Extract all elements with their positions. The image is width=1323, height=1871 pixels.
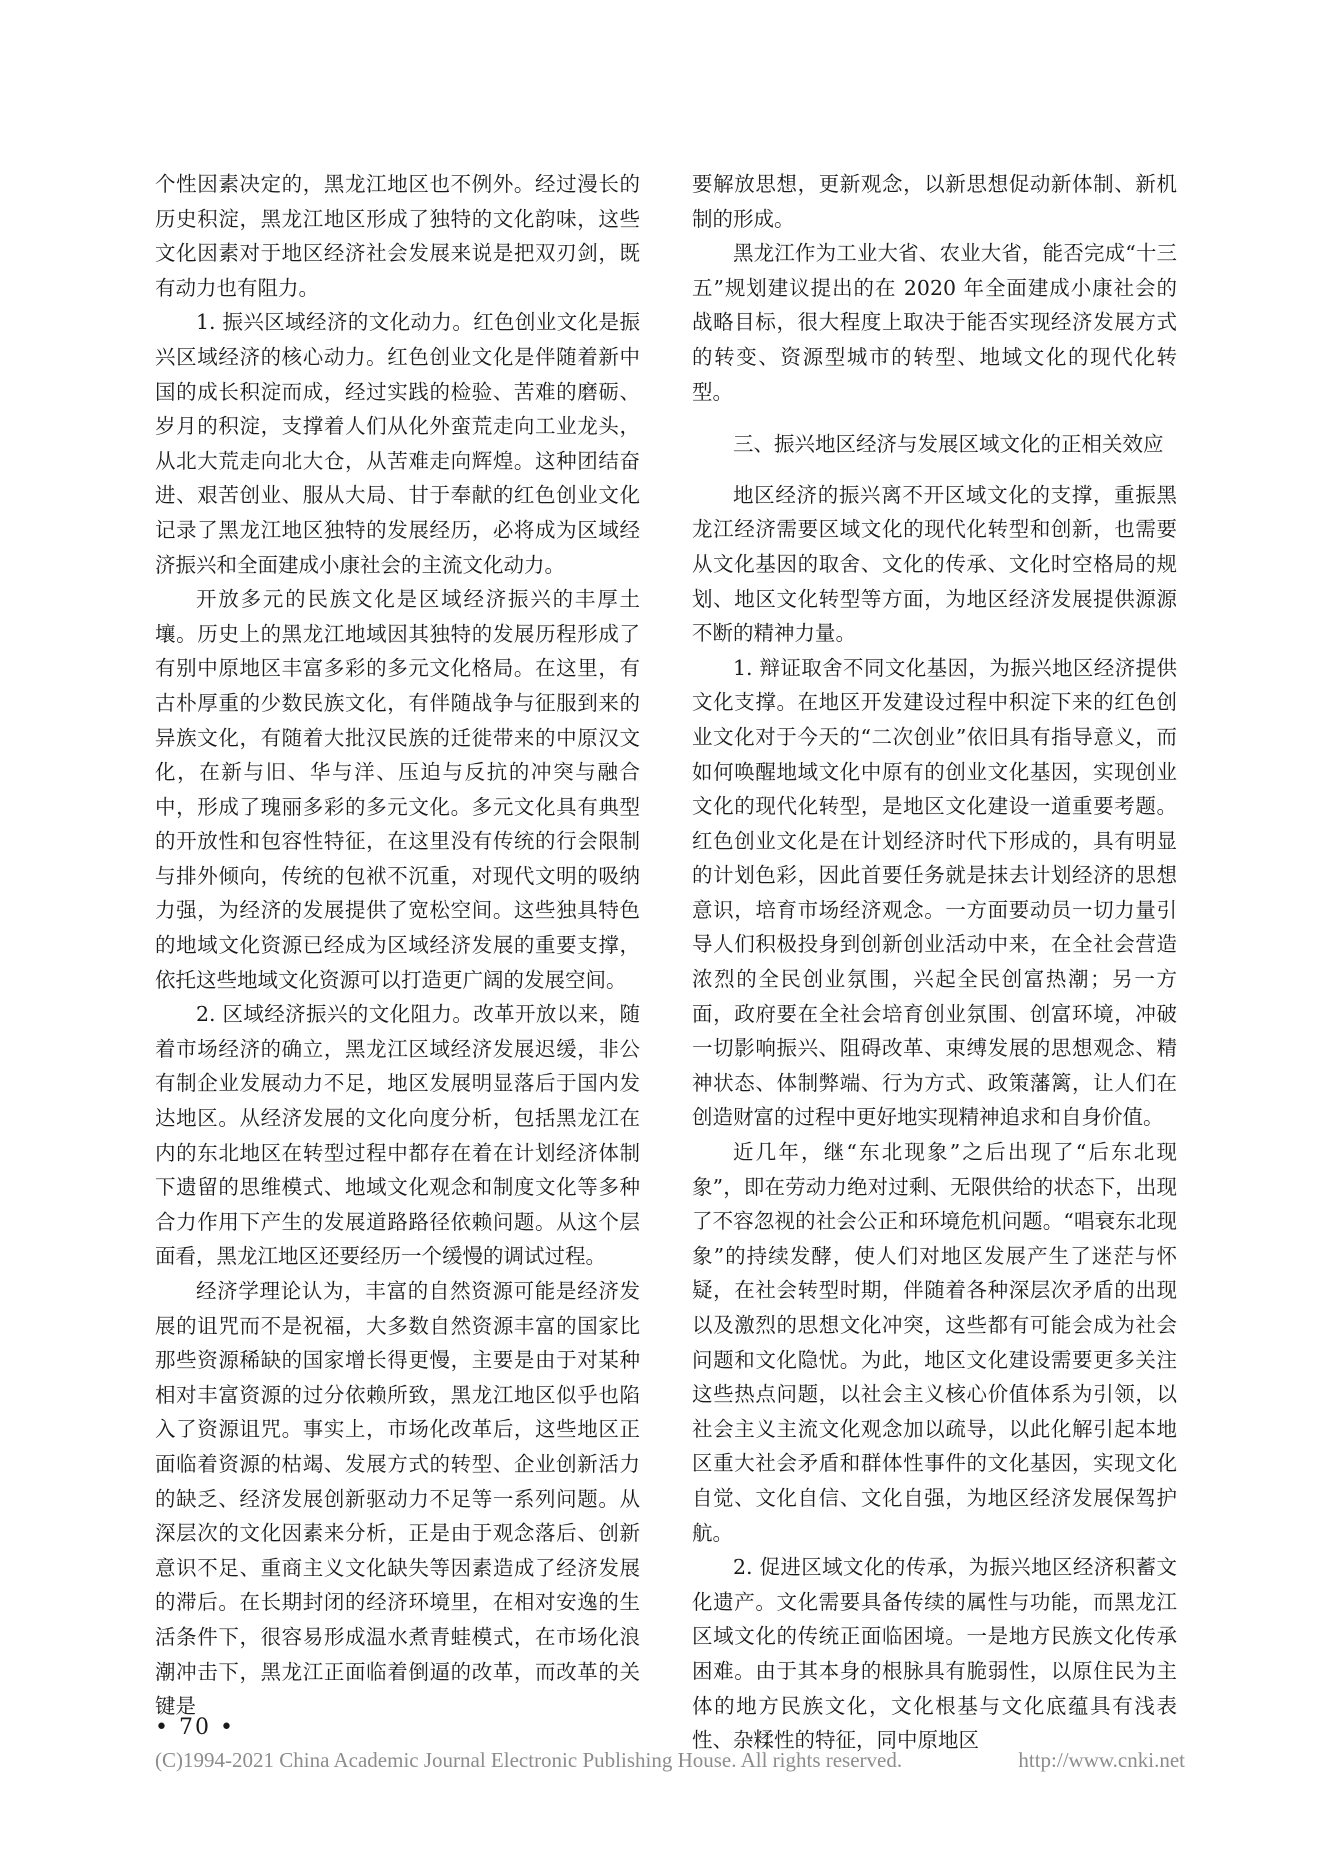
paragraph: 地区经济的振兴离不开区域文化的支撑，重振黑龙江经济需要区域文化的现代化转型和创新，也需要从文化基因的取舍、文化的传承、文化时空格局的规划、地区文化转型等方面，为地区经济发展提供源源不断的精神力量。 <box>692 482 1177 646</box>
right-column <box>692 167 1177 1758</box>
paragraph: 个性因素决定的，黑龙江地区也不例外。经过漫长的历史积淀，黑龙江地区形成了独特的文化韵味，这些文化因素对于地区经济社会发展来说是把双刃剑，既有动力也有阻力。 <box>155 172 640 300</box>
paragraph: 近几年，继“东北现象”之后出现了“后东北现象”，即在劳动力绝对过剩、无限供给的状态下，出现了不容忽视的社会公正和环境危机问题。“唱衰东北现象”的持续发酵，使人们对地区发展产生了迷茫与怀疑，在社会转型时期，伴随着各种深层次矛盾的出现以及激烈的思想文化冲突，这些都有可能会成为社会问题和文化隐忧。为此，地区文化建设需要更多关注这些热点问题，以社会主义核心价值体系为引领，以社会主义主流文化观念加以疏导，以此化解引起本地区重大社会矛盾和群体性事件的文化基因，实现文化自觉、文化自信、文化自强，为地区经济发展保驾护航。 <box>692 1140 1177 1545</box>
copyright-notice: (C)1994-2021 China Academic Journal Electronic Publishing House. All rights reserved. <box>155 1748 903 1772</box>
paragraph: 黑龙江作为工业大省、农业大省，能否完成“十三五”规划建议提出的在 2020 年全面建成小康社会的战略目标，很大程度上取决于能否实现经济发展方式的转变、资源型城市的转型、地域文化的现代化转型。 <box>692 241 1177 404</box>
footer <box>155 1748 1185 1773</box>
paragraph: 经济学理论认为，丰富的自然资源可能是经济发展的诅咒而不是祝福，大多数自然资源丰富的国家比那些资源稀缺的国家增长得更慢，主要是由于对某种相对丰富资源的过分依赖所致，黑龙江地区似乎也陷入了资源诅咒。事实上，市场化改革后，这些地区正面临着资源的枯竭、发展方式的转型、企业创新活力的缺乏、经济发展创新驱动力不足等一系列问题。从深层次的文化因素来分析，正是由于观念落后、创新意识不足、重商主义文化缺失等因素造成了经济发展的滞后。在长期封闭的经济环境里，在相对安逸的生活条件下，很容易形成温水煮青蛙模式，在市场化浪潮冲击下，黑龙江正面临着倒逼的改革，而改革的关键是 <box>155 1279 640 1719</box>
paragraph: 1. 振兴区域经济的文化动力。红色创业文化是振兴区域经济的核心动力。红色创业文化是伴随着新中国的成长积淀而成，经过实践的检验、苦难的磨砺、岁月的积淀，支撑着人们从化外蛮荒走向工业龙头，从北大荒走向北大仓，从苦难走向辉煌。这种团结奋进、艰苦创业、服从大局、甘于奉献的红色创业文化记录了黑龙江地区独特的发展经历，必将成为区域经济振兴和全面建成小康社会的主流文化动力。 <box>155 310 640 577</box>
section-heading: 三、振兴地区经济与发展区域文化的正相关效应 <box>733 432 1164 457</box>
left-column <box>155 167 640 1724</box>
footer-url: http://www.cnki.net <box>1018 1748 1185 1772</box>
paragraph: 开放多元的民族文化是区域经济振兴的丰厚土壤。历史上的黑龙江地域因其独特的发展历程形成了有别中原地区丰富多彩的多元文化格局。在这里，有古朴厚重的少数民族文化，有伴随战争与征服到来的异族文化，有随着大批汉民族的迁徙带来的中原汉文化，在新与旧、华与洋、压迫与反抗的冲突与融合中，形成了瑰丽多彩的多元文化。多元文化具有典型的开放性和包容性特征，在这里没有传统的行会限制与排外倾向，传统的包袱不沉重，对现代文明的吸纳力强，为经济的发展提供了宽松空间。这些独具特色的地域文化资源已经成为区域经济发展的重要支撑，依托这些地域文化资源可以打造更广阔的发展空间。 <box>155 587 640 992</box>
paragraph: 2. 区域经济振兴的文化阻力。改革开放以来，随着市场经济的确立，黑龙江区域经济发展迟缓，非公有制企业发展动力不足，地区发展明显落后于国内发达地区。从经济发展的文化向度分析，包括黑龙江在内的东北地区在转型过程中都存在着在计划经济体制下遗留的思维模式、地域文化观念和制度文化等多种合力作用下产生的发展道路路径依赖问题。从这个层面看，黑龙江地区还要经历一个缓慢的调试过程。 <box>155 1002 640 1269</box>
paragraph: 1. 辩证取舍不同文化基因，为振兴地区经济提供文化支撑。在地区开发建设过程中积淀下来的红色创业文化对于今天的“二次创业”依旧具有指导意义，而如何唤醒地域文化中原有的创业文化基因，实现创业文化的现代化转型，是地区文化建设一道重要考题。红色创业文化是在计划经济时代下形成的，具有明显的计划色彩，因此首要任务就是抹去计划经济的思想意识，培育市场经济观念。一方面要动员一切力量引导人们积极投身到创新创业活动中来，在全社会营造浓烈的全民创业氛围，兴起全民创富热潮；另一方面，政府要在全社会培育创业氛围、创富环境，冲破一切影响振兴、阻碍改革、束缚发展的思想观念、精神状态、体制弊端、行为方式、政策藩篱，让人们在创造财富的过程中更好地实现精神追求和自身价值。 <box>692 655 1177 1130</box>
paragraph: 2. 促进区域文化的传承，为振兴地区经济积蓄文化遗产。文化需要具备传续的属性与功能，而黑龙江区域文化的传统正面临困境。一是地方民族文化传承困难。由于其本身的根脉具有脆弱性，以原住民为主体的地方民族文化，文化根基与文化底蕴具有浅表性、杂糅性的特征，同中原地区 <box>692 1555 1177 1753</box>
paragraph: 要解放思想，更新观念，以新思想促动新体制、新机制的形成。 <box>692 172 1177 231</box>
page-number: • 70 • <box>155 1715 235 1740</box>
